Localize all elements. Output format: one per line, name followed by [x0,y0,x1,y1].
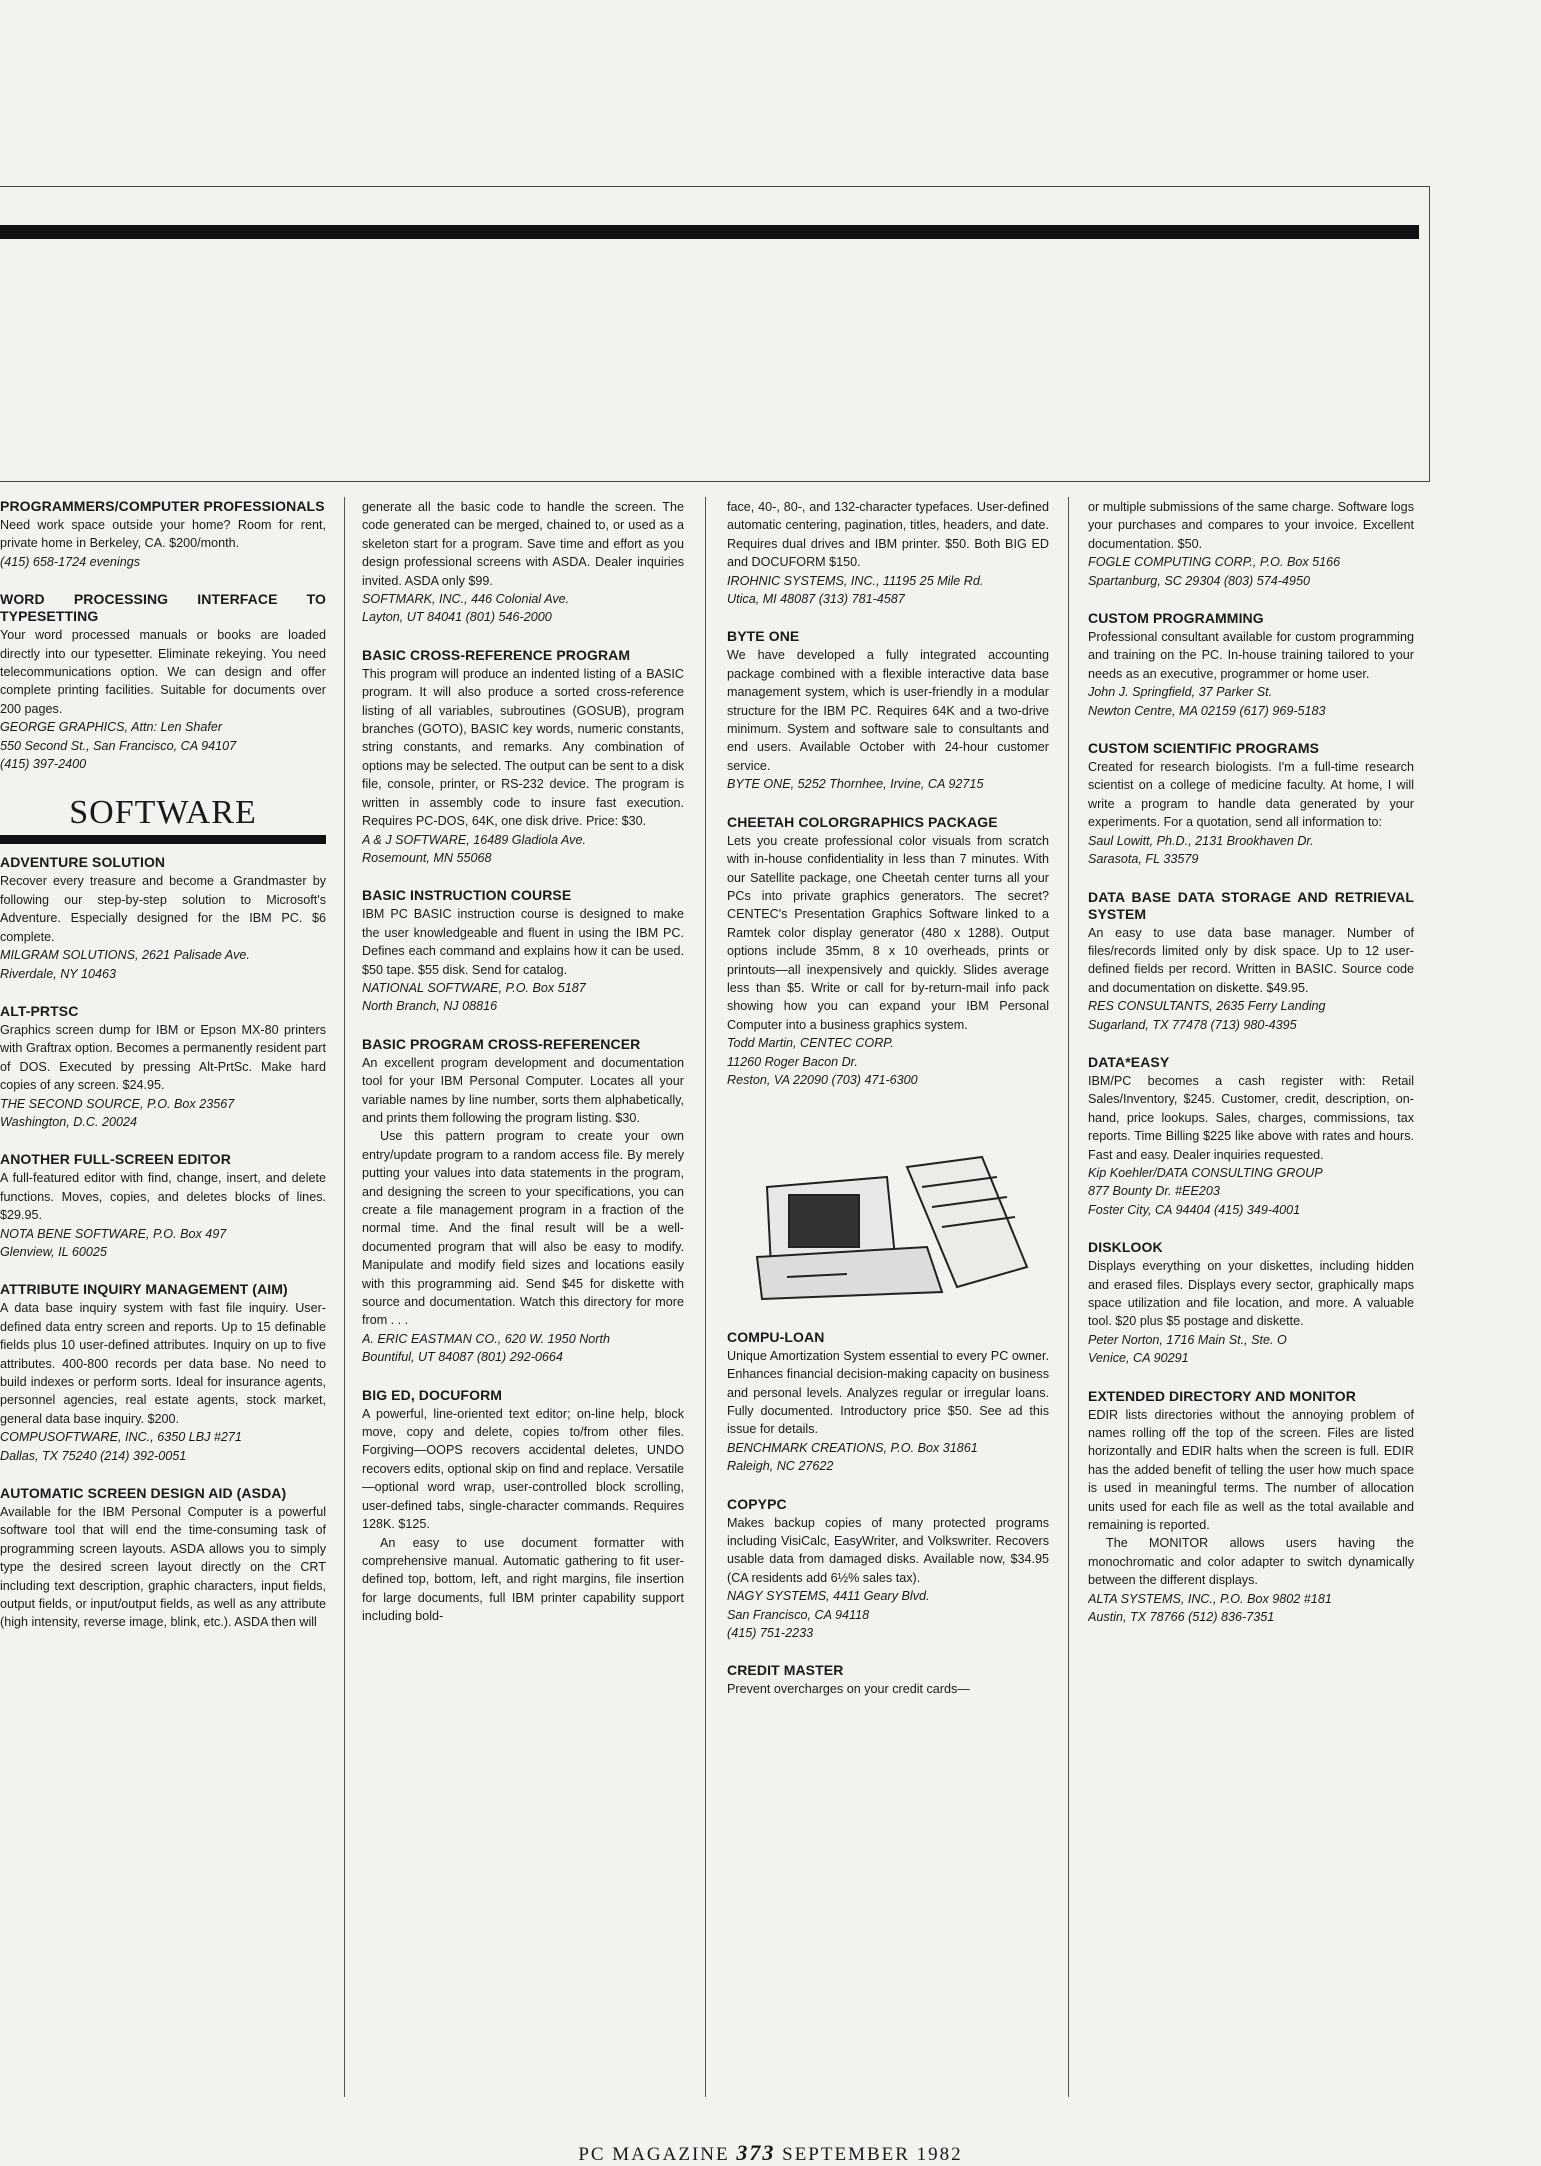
listing-address-line: Bountiful, UT 84087 (801) 292-0664 [362,1350,563,1365]
column-2 [362,498,684,2098]
listing-address-line: RES CONSULTANTS, 2635 Ferry Landing [1088,999,1326,1014]
listing-entry [362,647,684,867]
listing-address-line: BYTE ONE, 5252 Thornhee, Irvine, CA 92715 [727,777,984,792]
listing-entry [0,1003,326,1131]
listing-body: An easy to use data base manager. Number of files/records limited only by disk space. Up to 12 user-defined fields per record. Written in BASIC. Source code and documentation on diskette. $49.95. [1088,925,1414,995]
listing-title: ANOTHER FULL-SCREEN EDITOR [0,1151,232,1168]
footer-magazine: PC MAGAZINE [578,2144,730,2165]
listing-title: COMPU-LOAN [727,1328,825,1345]
frame-bottom-rule [0,481,1430,482]
listing-body: generate all the basic code to handle the screen. The code generated can be merged, chained to, or used as a skeleton start for a program. Save time and effort as you design professional screens with ASDA. Dealer inquiries invited. ASDA only $99. [362,500,684,588]
listing-entry [1088,1054,1414,1219]
listing-entry [727,814,1049,1090]
column-rule [1068,497,1069,2097]
listing-address-line: (415) 658-1724 evenings [0,554,141,569]
listing-entry [362,498,684,627]
column-rule [705,497,706,2097]
listing-title: BIG ED, DOCUFORM [362,1386,503,1403]
listing-entry [0,854,326,982]
listing-body: Unique Amortization System essential to every PC owner. Enhances financial decision-making capacity on business and personal levels. Analyzes regular or irregular loans. Fully documented. Introductory price $50. See ad this issue for details. [727,1348,1049,1437]
listing-address-line: (415) 397-2400 [0,757,87,772]
listing-address-line: Todd Martin, CENTEC CORP. [727,1036,894,1051]
listing-body-continued: An easy to use document formatter with comprehensive manual. Automatic gathering to fit user-defined top, bottom, left, and right margins, file insertion for large documents, full IBM printer capability support including bold- [362,1535,684,1624]
listing-address-line: (415) 751-2233 [727,1626,814,1641]
listing-address-line: Dallas, TX 75240 (214) 392-0051 [0,1448,187,1463]
listing-address-line: Spartanburg, SC 29304 (803) 574-4950 [1088,573,1310,588]
listing-entry [0,1151,326,1261]
listing-title: DATA*EASY [1088,1053,1170,1070]
listing-address-line: Peter Norton, 1716 Main St., Ste. O [1088,1332,1287,1347]
listing-body: Your word processed manuals or books are loaded directly into our typesetter. Eliminate rekeying. You need telecommunications option. We can design and offer complete printing facilities. Suitable for documents over 200 pages. [0,628,326,716]
listing-entry [727,1329,1049,1476]
page-footer [0,2140,1541,2166]
listing-address-line: NOTA BENE SOFTWARE, P.O. Box 497 [0,1226,227,1241]
listing-address-line: North Branch, NJ 08816 [362,999,498,1014]
listing-address-line: MILGRAM SOLUTIONS, 2621 Palisade Ave. [0,948,250,963]
listing-title: CREDIT MASTER [727,1662,844,1679]
listing-body: Available for the IBM Personal Computer is a powerful software tool that will end the time-consuming task of programming screen layouts. ASDA allows you to simply type the desired screen layout directly on the CRT including text description, graphic characters, input fields, output fields, or input/output fields, as well as any attribute (high intensity, reverse image, blink, etc.). ASDA then will [0,1505,326,1630]
listing-title: CUSTOM PROGRAMMING [1088,610,1264,627]
listing-entry [727,498,1049,608]
listing-entry [1088,1239,1414,1367]
listing-entry [0,1485,326,1632]
listing-title: ADVENTURE SOLUTION [0,854,166,871]
listing-body: Created for research biologists. I'm a full-time research scientist on a college of medicine faculty. At home, I will write a program to handle data generated by your experiments. For a quotation, send all information to: [1088,760,1414,830]
listing-body: Recover every treasure and become a Grandmaster by following our step-by-step solution to Microsoft's Adventure. Especially designed for the IBM PC. $6 complete. [0,874,326,944]
listing-address-line: NAGY SYSTEMS, 4411 Geary Blvd. [727,1589,930,1604]
listing-body: Graphics screen dump for IBM or Epson MX-80 printers with Graftrax option. Becomes a permanently resident part of DOS. Executed by pressing Alt-PrtSc. Make hard copies of any screen. $24.95. [0,1022,326,1093]
listing-address-line: 550 Second St., San Francisco, CA 94107 [0,738,237,753]
section-heading-rule [0,835,326,844]
listing-address-line: A & J SOFTWARE, 16489 Gladiola Ave. [362,832,586,847]
listing-address-line: Saul Lowitt, Ph.D., 2131 Brookhaven Dr. [1088,833,1314,848]
footer-page-number: 373 [736,2140,776,2165]
listing-body: We have developed a fully integrated accounting package combined with a flexible interactive data base management system, which is user-friendly in a modular structure for the IBM PC. Requires 64K and a two-drive minimum. System and software sale to consultants and end users. Available October with 24-hour customer service. [727,648,1049,773]
listing-body: or multiple submissions of the same charge. Software logs your purchases and compares to your invoice. Excellent documentation. $50. [1088,500,1414,551]
listing-entry [1088,610,1414,720]
listing-address-line: COMPUSOFTWARE, INC., 6350 LBJ #271 [0,1430,242,1445]
listing-entry [1088,740,1414,868]
listing-address-line: BENCHMARK CREATIONS, P.O. Box 31861 [727,1440,978,1455]
listing-entry [727,1496,1049,1643]
listing-title: PROGRAMMERS/COMPUTER PROFESSIONALS [0,498,325,514]
listing-address-line: Newton Centre, MA 02159 (617) 969-5183 [1088,703,1326,718]
listing-body-continued: Use this pattern program to create your own entry/update program to a random access file. By merely putting your values into data statements in the program, and designing the screen to your specifications, you can create a file management program in a fraction of the normal time. And the final result will be a well-documented program that will also be easy to modify. Manipulate and modify field sizes and locations easily with this programming aid. Send $45 for diskette with source and documentation. Watch this directory for more from . . . [362,1129,684,1328]
listing-body: EDIR lists directories without the annoying problem of names rolling off the top of the screen. Files are listed horizontally and EDIR halts when the screen is full. EDIR has the added benefit of telling the user how much space is used in meaningful terms. The number of allocation units used for each file as well as the total available and remaining is reported. [1088,1407,1414,1533]
section-heading: SOFTWARE [69,794,257,832]
listing-body: An excellent program development and documentation tool for your IBM Personal Computer. Locates all your variable names by line number, sorts them alphabetically, and prints them following the program listing. $30. [362,1055,684,1125]
listing-body: IBM/PC becomes a cash register with: Retail Sales/Inventory, $245. Customer, credit, description, on-hand, price lookups. Sales, charges, commissions, tax reports. Time Billing $225 like above with rates and hours. Fast and easy. Dealer inquiries requested. [1088,1073,1414,1162]
listing-title: DISKLOOK [1088,1239,1163,1256]
listing-entry [362,887,684,1015]
listing-entry [0,591,326,773]
listing-title: ATTRIBUTE INQUIRY MANAGEMENT (AIM) [0,1281,288,1298]
listing-entry [0,1281,326,1465]
top-frame-side [1429,186,1430,482]
listing-body: Prevent overcharges on your credit cards— [727,1682,970,1697]
listing-address-line: Kip Koehler/DATA CONSULTING GROUP [1088,1165,1323,1180]
listing-address-line: FOGLE COMPUTING CORP., P.O. Box 5166 [1088,555,1341,570]
listing-entry [1088,1388,1414,1627]
listing-body: Need work space outside your home? Room for rent, private home in Berkeley, CA. $200/month. [0,518,326,551]
listing-address-line: Foster City, CA 94404 (415) 349-4001 [1088,1202,1301,1217]
listing-title: CHEETAH COLORGRAPHICS PACKAGE [727,813,998,830]
listing-title: DATA BASE DATA STORAGE AND RETRIEVAL SYSTEM [1088,888,1414,922]
listing-address-line: Rosemount, MN 55068 [362,850,492,865]
column-rule [344,497,345,2097]
listing-address-line: Washington, D.C. 20024 [0,1114,137,1129]
listing-address-line: Sugarland, TX 77478 (713) 980-4395 [1088,1017,1297,1032]
listing-body: face, 40-, 80-, and 132-character typefaces. User-defined automatic centering, pagination, titles, headers, and date. Requires dual drives and IBM printer. $50. Both BIG ED and DOCUFORM $150. [727,500,1049,570]
listing-address-line: Austin, TX 78766 (512) 836-7351 [1088,1610,1275,1625]
listing-title: WORD PROCESSING INTERFACE TO TYPESETTING [0,591,326,625]
listing-title: COPYPC [727,1495,787,1512]
listing-body: Displays everything on your diskettes, including hidden and erased files. Displays every sector, graphically maps space utilization and file location, and more. A valuable tool. $20 plus $5 postage and diskette. [1088,1259,1414,1329]
listing-address-line: Venice, CA 90291 [1088,1351,1189,1366]
listing-address-line: IROHNIC SYSTEMS, INC., 11195 25 Mile Rd. [727,573,984,588]
listing-entry [1088,498,1414,590]
listing-address-line: ALTA SYSTEMS, INC., P.O. Box 9802 #181 [1088,1591,1332,1606]
listing-entry [362,1387,684,1626]
listing-title: CUSTOM SCIENTIFIC PROGRAMS [1088,740,1320,757]
listing-address-line: SOFTMARK, INC., 446 Colonial Ave. [362,592,570,607]
monitor-screen [789,1195,859,1247]
listing-body: This program will produce an indented listing of a BASIC program. It will also produce a sorted cross-reference listing of all variables, subroutines (GOSUB), program branches (GOTO), BASIC key words, numeric constants, string constants, and remarks. Any combination of options may be selected. The output can be sent to a disk file, console, printer, or RS-232 device. The program is written in assembly code to insure fast execution. Requires PC-DOS, 64K, one disk drive. Price: $30. [362,666,684,829]
listing-entry [362,1036,684,1367]
listing-entry [1088,889,1414,1034]
listing-title: BYTE ONE [727,628,800,645]
listing-address-line: Raleigh, NC 27622 [727,1459,834,1474]
base-unit-shape [757,1247,942,1299]
footer-date: SEPTEMBER 1982 [782,2144,963,2165]
top-frame-rule [0,186,1430,187]
listing-address-line: Utica, MI 48087 (313) 781-4587 [727,592,905,607]
listing-body: Makes backup copies of many protected programs including VisiCalc, EasyWriter, and Volkswriter. Recovers usable data from damaged disks. Available now, $34.95 (CA residents add 6½% sales tax). [727,1515,1049,1585]
listing-address-line: Reston, VA 22090 (703) 471-6300 [727,1072,918,1087]
listing-title: AUTOMATIC SCREEN DESIGN AID (ASDA) [0,1485,287,1502]
listing-title: BASIC PROGRAM CROSS-REFERENCER [362,1035,641,1052]
listing-address-line: GEORGE GRAPHICS, Attn: Len Shafer [0,720,223,735]
listing-address-line: San Francisco, CA 94118 [727,1607,870,1622]
listing-body: A full-featured editor with find, change, insert, and delete functions. Moves, copies, and deletes blocks of lines. $29.95. [0,1171,326,1223]
listing-address-line: THE SECOND SOURCE, P.O. Box 23567 [0,1096,235,1111]
listing-address-line: Layton, UT 84041 (801) 546-2000 [362,610,552,625]
listing-address-line: NATIONAL SOFTWARE, P.O. Box 5187 [362,980,586,995]
listing-title: EXTENDED DIRECTORY AND MONITOR [1088,1387,1356,1404]
thick-header-rule [0,225,1419,239]
listing-address-line: 11260 Roger Bacon Dr. [727,1054,858,1069]
computer-illustration [727,1127,1049,1301]
listing-entry [727,1662,1049,1698]
listing-address-line: 877 Bounty Dr. #EE203 [1088,1184,1220,1199]
column-4 [1088,498,1414,2098]
listing-entry [727,628,1049,793]
listing-entry [0,498,326,571]
listing-body: Lets you create professional color visuals from scratch with in-house confidentiality in less than 7 minutes. With our Satellite package, one Cheetah center turns all your PCs into private graphics generators. The secret? CENTEC's Presentation Graphics Software linked to a Ramtek color display generator (480 x 1288). Output options include 35mm, 8 x 10 overheads, prints or printouts—all inexpensively and quickly. Slides average less than $5. Write or call for by-return-mail info pack showing how you can expand your IBM Personal Computer into a business graphics system. [727,833,1049,1032]
listing-address-line: John J. Springfield, 37 Parker St. [1088,685,1273,700]
listing-body: IBM PC BASIC instruction course is designed to make the user knowledgeable and fluent in using the IBM PC. Defines each command and explains how it can be used. $50 tape. $55 disk. Send for catalog. [362,907,684,977]
listing-body: A powerful, line-oriented text editor; on-line help, block move, copy and delete, copies to/from other files. Forgiving—OOPS recovers accidental deletes, UNDO recovers edits, optional skip on find and replace. Versatile—optional word wrap, user-controlled block scrolling, user-defined tabs, single-character commands. Requires 128K. $125. [362,1406,684,1532]
column-3 [727,498,1049,2098]
listing-title: BASIC CROSS-REFERENCE PROGRAM [362,646,631,663]
listing-address-line: Glenview, IL 60025 [0,1244,107,1259]
listing-body-continued: The MONITOR allows users having the monochromatic and color adapter to switch dynamically between the different displays. [1088,1536,1414,1588]
listing-title: BASIC INSTRUCTION COURSE [362,887,572,904]
listing-body: A data base inquiry system with fast file inquiry. User-defined data entry screen and reports. Up to 15 definable fields plus 10 user-defined attributes. Inquiry on up to five attributes. 400-800 records per data base. No need to build indexes or perform sorts. Ideal for insurance agents, personnel agencies, real estate agents, stock market, general data base inquiry. $200. [0,1301,326,1426]
listing-title: ALT-PRTSC [0,1002,79,1019]
listing-body: Professional consultant available for custom programming and training on the PC. In-house training tailored to your needs as an executive, programmer or home user. [1088,630,1414,681]
listing-address-line: Riverdale, NY 10463 [0,966,116,981]
listing-address-line: Sarasota, FL 33579 [1088,852,1199,867]
column-1 [0,498,326,2098]
listing-address-line: A. ERIC EASTMAN CO., 620 W. 1950 North [362,1331,610,1346]
